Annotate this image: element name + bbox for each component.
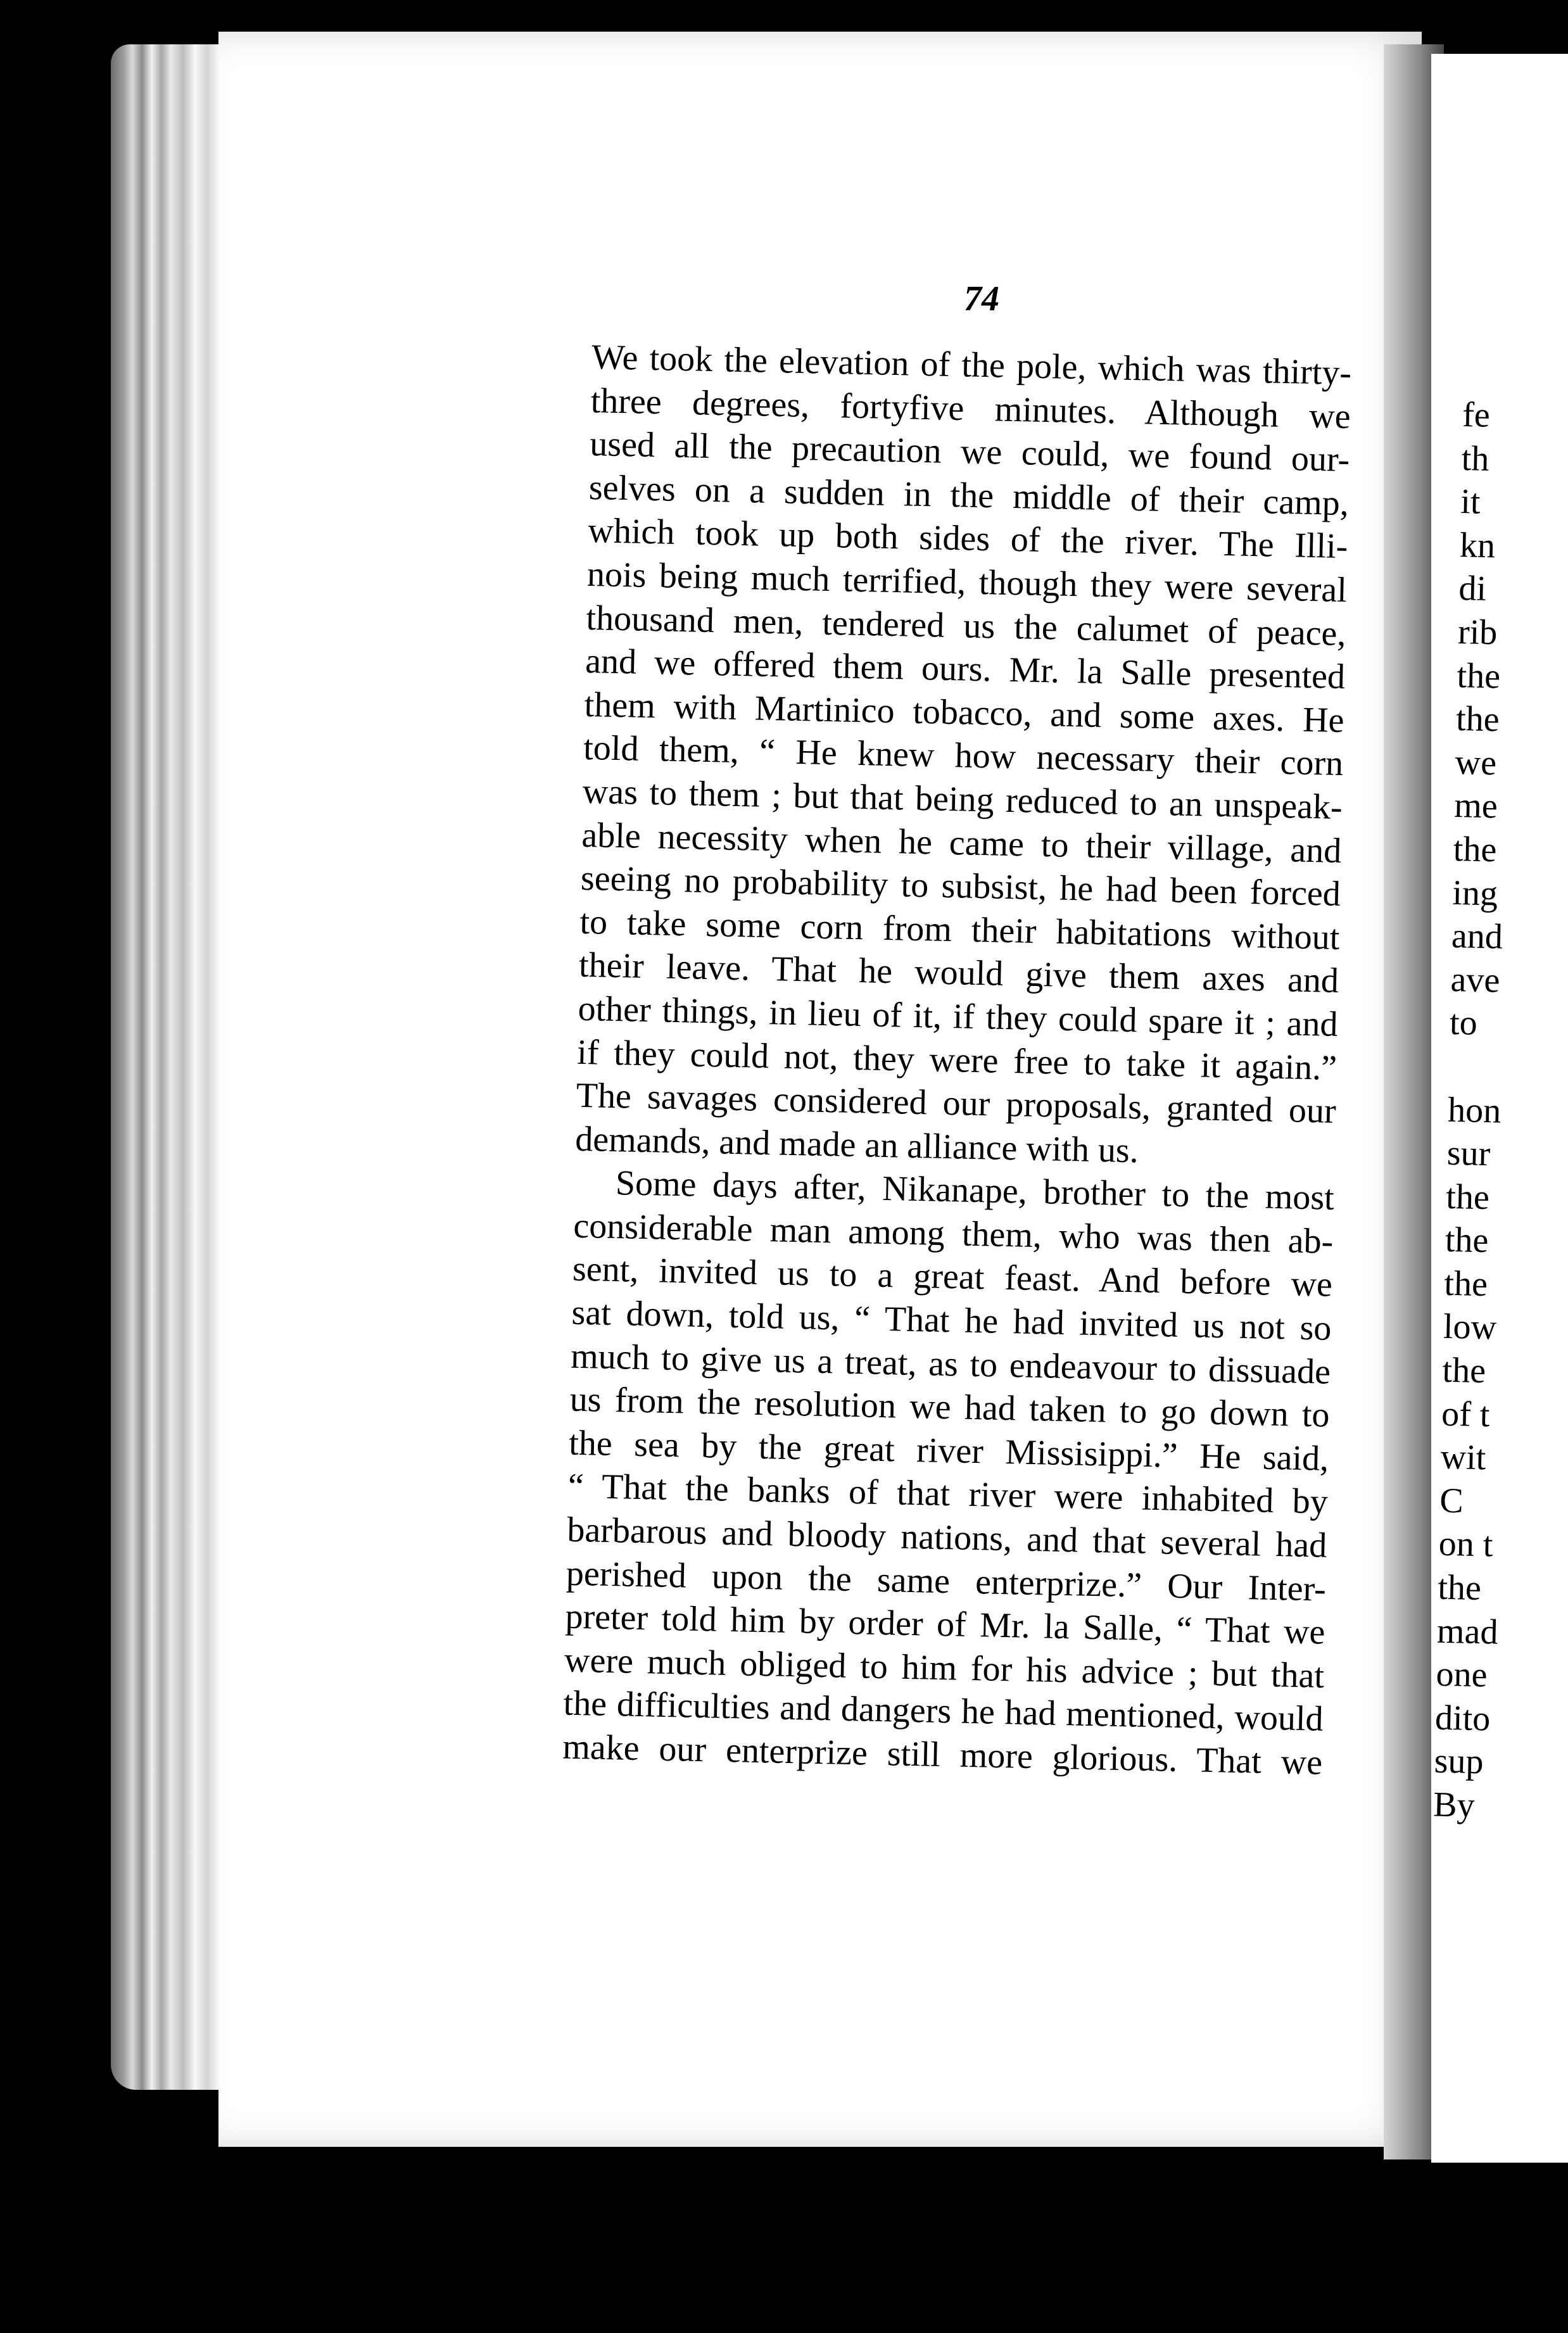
text-line: make our enterprize still more glorious. That we — [562, 1727, 1323, 1783]
text-line: if they could not, they were free to take it again.” — [576, 1032, 1337, 1088]
text-line: used all the precaution we could, we found our- — [589, 424, 1350, 480]
right-page-fragment: of t — [1441, 1394, 1491, 1434]
text-line: us from the resolution we had taken to go down to — [569, 1379, 1331, 1436]
right-page — [1431, 54, 1568, 2163]
right-page-fragment: me — [1453, 786, 1498, 826]
right-page-fragment: By — [1432, 1785, 1476, 1825]
right-page-fragment: the — [1437, 1567, 1482, 1609]
text-line: and we offered them ours. Mr. la Salle presented — [585, 642, 1346, 697]
right-page-fragment: it — [1460, 482, 1481, 522]
right-page-fragment: on t — [1438, 1524, 1494, 1565]
right-page-fragment: the — [1445, 1177, 1490, 1217]
right-page-text — [1431, 393, 1524, 1828]
right-page-fragment: th — [1461, 438, 1490, 479]
text-line: barbarous and bloody nations, and that several had — [566, 1510, 1327, 1565]
text-line: selves on a sudden in the middle of their camp, — [588, 467, 1350, 523]
right-page-fragment — [1431, 1044, 1510, 1090]
right-page-fragment: the — [1453, 829, 1497, 870]
right-page-fragment: di — [1458, 569, 1487, 609]
text-line: to take some corn from their habitations without — [579, 902, 1340, 958]
text-line: demands, and made an alliance with us. — [574, 1119, 1139, 1171]
body-text — [562, 336, 1352, 1785]
text-line: thousand men, tendered us the calumet of peace, — [586, 598, 1347, 654]
text-line: them with Martinico tobacco, and some axes. He — [584, 685, 1345, 740]
text-line: was to them ; but that being reduced to an unspeak- — [582, 771, 1343, 827]
right-page-fragment: rib — [1457, 612, 1498, 653]
right-page-fragment: ave — [1450, 959, 1500, 1001]
right-page-fragment: to — [1449, 1003, 1478, 1044]
page-number: 74 — [964, 279, 999, 319]
right-page-fragment: the — [1457, 655, 1501, 696]
right-page-fragment: low — [1443, 1307, 1497, 1348]
right-page-fragment: one — [1435, 1654, 1488, 1695]
text-line: able necessity when he came to their village, and — [581, 815, 1342, 871]
page-edges — [111, 44, 231, 2090]
right-page-fragment: and — [1451, 916, 1503, 957]
right-page-fragment: mad — [1436, 1611, 1499, 1652]
text-line: sent, invited us to a great feast. And before we — [572, 1249, 1333, 1305]
right-page-fragment: C — [1439, 1481, 1464, 1521]
right-page-fragment: wit — [1440, 1437, 1486, 1478]
text-line: considerable man among them, who was then ab- — [572, 1206, 1334, 1261]
text-line: three degrees, fortyfive minutes. Although we — [590, 381, 1351, 436]
text-line: other things, in lieu of it, if they could spare it ; and — [578, 989, 1339, 1044]
right-page-fragment: fe — [1462, 395, 1491, 435]
right-page-fragment: we — [1455, 742, 1497, 783]
right-page-fragment: the — [1455, 699, 1500, 740]
text-line: sat down, told us, “ That he had invited us not so — [571, 1293, 1332, 1348]
text-line: perished upon the same enterprize.” Our Inter- — [566, 1553, 1327, 1609]
text-line: which took up both sides of the river. The Illi- — [587, 511, 1348, 567]
right-page-fragment: hon — [1447, 1090, 1502, 1131]
text-line: preter told him by order of Mr. la Salle, “ That we — [564, 1596, 1326, 1652]
text-line: told them, “ He knew how necessary their corn — [583, 728, 1344, 784]
text-line: Some days after, Nikanape, brother to the most — [615, 1163, 1335, 1218]
right-page-fragment: dito — [1434, 1698, 1491, 1739]
text-line: We took the elevation of the pole, which was thirty- — [591, 337, 1352, 393]
right-page-fragment: ing — [1451, 873, 1498, 913]
right-page-fragment: sur — [1446, 1133, 1491, 1174]
text-line: “ That the banks of that river were inhabited by — [567, 1467, 1329, 1522]
right-page-fragment: the — [1442, 1350, 1486, 1391]
text-line: nois being much terrified, though they were several — [586, 554, 1348, 610]
text-line: much to give us a treat, as to endeavour to dissuade — [570, 1336, 1331, 1392]
text-line: The savages considered our proposals, granted our — [576, 1075, 1337, 1131]
text-line: were much obliged to him for his advice ; but that — [564, 1640, 1325, 1696]
text-line: the sea by the great river Missisippi.” He said, — [568, 1423, 1329, 1479]
right-page-fragment: kn — [1459, 525, 1496, 566]
text-line: the difficulties and dangers he had mentioned, would — [563, 1683, 1324, 1740]
text-line: their leave. That he would give them axes and — [578, 945, 1339, 1001]
text-line: seeing no probability to subsist, he had been forced — [580, 858, 1341, 914]
right-page-fragment: the — [1443, 1263, 1488, 1305]
right-page-fragment: sup — [1434, 1741, 1484, 1782]
right-page-fragment: the — [1445, 1220, 1489, 1261]
